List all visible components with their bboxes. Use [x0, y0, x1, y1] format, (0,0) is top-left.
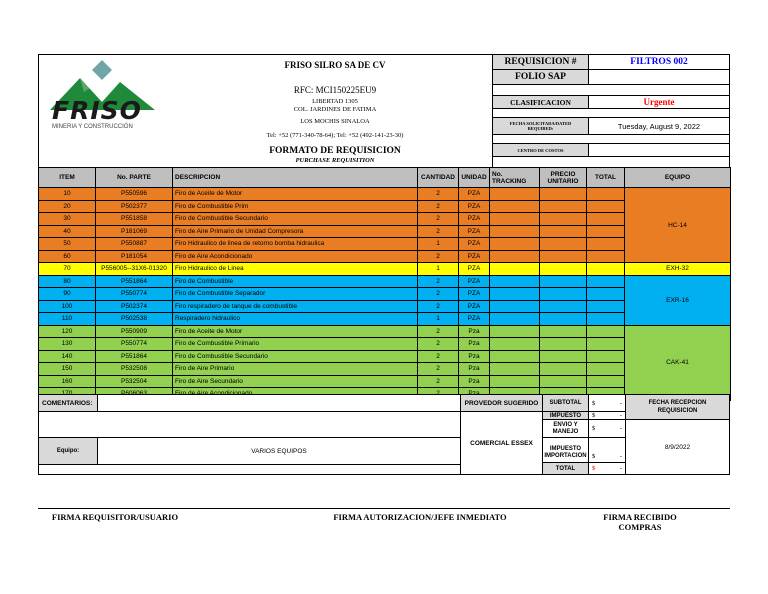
col-precio	[540, 168, 587, 188]
impuesto-importacion-label	[542, 437, 589, 463]
col-tracking-line1: No.	[492, 170, 503, 178]
impuesto-importacion-line1: IMPUESTO	[549, 446, 582, 452]
impuesto-importacion-amount: -	[619, 453, 622, 460]
cell-item: 40	[39, 225, 96, 238]
cell-descripcion: Firo de Combustible Secundario	[173, 350, 418, 363]
cell-descripcion: Firo de Aire Acondicionado	[173, 250, 418, 263]
cell-precio[interactable]	[540, 325, 587, 338]
cell-total[interactable]	[587, 213, 625, 226]
total-currency: $	[592, 465, 596, 472]
cell-parte: P502374	[96, 300, 173, 313]
cell-parte: P550774	[96, 338, 173, 351]
cell-total[interactable]	[587, 338, 625, 351]
cell-tracking[interactable]	[490, 188, 540, 201]
cell-tracking[interactable]	[490, 200, 540, 213]
cell-descripcion: Firo de Combustible Primario	[173, 338, 418, 351]
table-row	[39, 188, 731, 201]
centro-costos-label: CENTRO DE COSTOS	[492, 143, 589, 157]
cell-precio[interactable]	[540, 350, 587, 363]
table-row	[39, 325, 731, 338]
col-total: TOTAL	[587, 168, 625, 188]
cell-precio[interactable]	[540, 250, 587, 263]
cell-precio[interactable]	[540, 188, 587, 201]
cell-cantidad: 2	[418, 275, 459, 288]
cell-tracking[interactable]	[490, 250, 540, 263]
cell-unidad: PZA	[459, 313, 490, 326]
cell-unidad: PZA	[459, 275, 490, 288]
cell-precio[interactable]	[540, 375, 587, 388]
folio-label: FOLIO SAP	[492, 69, 589, 85]
cell-unidad: Pza	[459, 375, 490, 388]
cell-unidad: Pza	[459, 350, 490, 363]
cell-item: 150	[39, 363, 96, 376]
cell-descripcion: Firo de Aire Primario de Unidad Compresora	[173, 225, 418, 238]
cell-tracking[interactable]	[490, 263, 540, 276]
cell-cantidad: 2	[418, 188, 459, 201]
cell-cantidad: 2	[418, 250, 459, 263]
cell-precio[interactable]	[540, 313, 587, 326]
envio-label-line1: ENVIO Y	[553, 421, 578, 428]
cell-tracking[interactable]	[490, 350, 540, 363]
cell-descripcion: Firo Hidraulico de linea de retorno bomba hidraulica	[173, 238, 418, 251]
items-table	[38, 167, 731, 401]
cell-parte: P550774	[96, 288, 173, 301]
impuesto-importacion-currency: $	[592, 453, 596, 460]
cell-parte: P551858	[96, 213, 173, 226]
cell-unidad: Pza	[459, 363, 490, 376]
cell-descripcion: Firo de Combustible	[173, 275, 418, 288]
cell-cantidad: 1	[418, 263, 459, 276]
cell-item: 20	[39, 200, 96, 213]
cell-item: 50	[39, 238, 96, 251]
cell-cantidad: 2	[418, 288, 459, 301]
envio-label	[542, 419, 589, 438]
proveedor-label: PROVEDOR SUGERIDO	[460, 394, 543, 412]
proveedor-value[interactable]: COMERCIAL ESSEX	[460, 411, 543, 475]
impuesto-amount: -	[619, 412, 622, 419]
col-parte: No. PARTE	[96, 168, 173, 188]
cell-parte: P181069	[96, 225, 173, 238]
cell-equipo: HC-14	[625, 188, 731, 263]
table-header-row	[39, 168, 731, 188]
cell-parte: P532508	[96, 363, 173, 376]
comentarios-field[interactable]	[97, 394, 461, 412]
cell-item: 140	[39, 350, 96, 363]
col-unidad: UNIDAD	[459, 168, 490, 188]
cell-descripcion: Respiradero hidraulico	[173, 313, 418, 326]
cell-cantidad: 2	[418, 375, 459, 388]
cell-item: 130	[39, 338, 96, 351]
friso-logo	[50, 60, 155, 132]
company-address2: COL. JARDINES DE FATIMA	[293, 106, 377, 113]
cell-item: 70	[39, 263, 96, 276]
cell-precio[interactable]	[540, 238, 587, 251]
signature-line	[38, 508, 730, 509]
cell-unidad: PZA	[459, 300, 490, 313]
total-label: TOTAL	[542, 462, 589, 475]
comentarios-label: COMENTARIOS:	[38, 394, 98, 412]
cell-descripcion: Firo de Aire Primario	[173, 363, 418, 376]
cell-descripcion: Firo de Aceite de Motor	[173, 188, 418, 201]
cell-total[interactable]	[587, 263, 625, 276]
cell-total[interactable]	[587, 238, 625, 251]
impuesto-importacion-line2: IMPORTACION	[544, 453, 587, 459]
cell-equipo: EXH-32	[625, 263, 731, 276]
cell-unidad: PZA	[459, 188, 490, 201]
cell-unidad: PZA	[459, 238, 490, 251]
cell-precio[interactable]	[540, 213, 587, 226]
fecha-recepcion-line1: FECHA RECEPCION	[648, 400, 707, 406]
total-amount: -	[619, 465, 622, 472]
cell-precio[interactable]	[540, 338, 587, 351]
cell-total[interactable]	[587, 250, 625, 263]
total-value[interactable]	[588, 462, 626, 475]
cell-item: 90	[39, 288, 96, 301]
cell-total[interactable]	[587, 300, 625, 313]
logo-text: FRISO	[52, 96, 142, 125]
firma-recibido-line2: COMPRAS	[618, 522, 662, 532]
fecha-label-line2: REQUIRED:	[527, 126, 554, 131]
cell-total[interactable]	[587, 200, 625, 213]
cell-total[interactable]	[587, 225, 625, 238]
cell-unidad: PZA	[459, 288, 490, 301]
fecha-label-line1: FECHA SOLICITADA/DATED	[509, 121, 572, 126]
subtotal-label: SUBTOTAL	[542, 394, 589, 412]
firma-requisitor: FIRMA REQUISITOR/USUARIO	[51, 512, 179, 522]
envio-amount: -	[619, 425, 622, 432]
cell-descripcion: Firo de Aceite de Motor	[173, 325, 418, 338]
col-precio-line2: UNITARIO	[547, 177, 579, 185]
col-tracking-line2: TRACKING	[492, 177, 527, 185]
envio-currency: $	[592, 425, 596, 432]
cell-precio[interactable]	[540, 363, 587, 376]
envio-label-line2: MANEJO	[552, 428, 579, 435]
cell-parte: P550596	[96, 188, 173, 201]
cell-total[interactable]	[587, 375, 625, 388]
cell-cantidad: 1	[418, 313, 459, 326]
cell-tracking[interactable]	[490, 313, 540, 326]
cell-total[interactable]	[587, 188, 625, 201]
table-row	[39, 263, 731, 276]
equipo-label: Equipo:	[38, 437, 98, 465]
cell-precio[interactable]	[540, 225, 587, 238]
cell-tracking[interactable]	[490, 325, 540, 338]
firma-recibido-line1: FIRMA RECIBIDO	[603, 512, 677, 522]
cell-total[interactable]	[587, 313, 625, 326]
table-row	[39, 275, 731, 288]
col-item: ITEM	[39, 168, 96, 188]
cell-parte: P502377	[96, 200, 173, 213]
cell-descripcion: Firo de Combustible Separador	[173, 288, 418, 301]
cell-parte: P532504	[96, 375, 173, 388]
company-info	[240, 60, 430, 125]
col-cantidad: CANTIDAD	[418, 168, 459, 188]
cell-cantidad: 2	[418, 363, 459, 376]
cell-tracking[interactable]	[490, 375, 540, 388]
cell-total[interactable]	[587, 363, 625, 376]
cell-descripcion: Firo respiradero de tanque de combustible	[173, 300, 418, 313]
cell-cantidad: 2	[418, 350, 459, 363]
cell-parte: P551864	[96, 275, 173, 288]
cell-item: 160	[39, 375, 96, 388]
company-name: FRISO SILRO SA DE CV	[284, 60, 386, 70]
subtotal-amount: -	[619, 399, 622, 407]
subtotal-value[interactable]	[588, 394, 626, 412]
cell-parte: P181054	[96, 250, 173, 263]
cell-item: 80	[39, 275, 96, 288]
cell-unidad: Pza	[459, 325, 490, 338]
company-phones: Tel: +52 (771-340-78-64); Tel: +52 (492-141-23-30)	[266, 132, 404, 139]
cell-descripcion: Firo de Aire Secundario	[173, 375, 418, 388]
envio-value[interactable]	[588, 419, 626, 438]
clasificacion-value[interactable]: Urgente	[588, 95, 730, 109]
cell-tracking[interactable]	[490, 238, 540, 251]
cell-item: 10	[39, 188, 96, 201]
col-precio-line1: PRECIO	[550, 170, 576, 178]
requisicion-label: REQUISICION #	[492, 54, 589, 70]
cell-precio[interactable]	[540, 288, 587, 301]
company-address1: LIBERTAD 1305	[312, 98, 358, 105]
subtotal-currency: $	[592, 399, 596, 407]
cell-precio[interactable]	[540, 275, 587, 288]
cell-tracking[interactable]	[490, 275, 540, 288]
cell-parte: P550887	[96, 238, 173, 251]
cell-tracking[interactable]	[490, 213, 540, 226]
cell-equipo: CAK-41	[625, 325, 731, 400]
cell-total[interactable]	[587, 350, 625, 363]
cell-unidad: PZA	[459, 213, 490, 226]
cell-equipo: EXR-16	[625, 275, 731, 325]
impuesto-importacion-value[interactable]	[588, 437, 626, 463]
cell-parte: P550909	[96, 325, 173, 338]
fecha-recepcion-label	[625, 394, 730, 420]
cell-item: 120	[39, 325, 96, 338]
cell-descripcion: Firo de Combustible Secundario	[173, 213, 418, 226]
document-subtitle: PURCHASE REQUISITION	[295, 157, 375, 164]
col-tracking	[490, 168, 540, 188]
cell-item: 100	[39, 300, 96, 313]
cell-cantidad: 2	[418, 325, 459, 338]
logo-subtitle: MINERIA Y CONSTRUCCIÓN	[52, 124, 133, 130]
cell-tracking[interactable]	[490, 338, 540, 351]
col-descripcion: DESCRIPCION	[173, 168, 418, 188]
cell-tracking[interactable]	[490, 225, 540, 238]
fecha-recepcion-value[interactable]: 8/9/2022	[625, 419, 730, 475]
cell-cantidad: 2	[418, 213, 459, 226]
cell-item: 30	[39, 213, 96, 226]
cell-item: 60	[39, 250, 96, 263]
clasificacion-label: CLASIFICACION	[492, 95, 589, 109]
cell-parte: P556005--31X6-01320	[96, 263, 173, 276]
requisicion-value[interactable]: FILTROS 002	[588, 54, 730, 70]
cell-unidad: Pza	[459, 338, 490, 351]
cell-tracking[interactable]	[490, 363, 540, 376]
cell-tracking[interactable]	[490, 300, 540, 313]
cell-descripcion: Firo Hidraulico de Linea	[173, 263, 418, 276]
centro-costos-value[interactable]	[588, 143, 730, 157]
cell-descripcion: Firo de Combustible Prim	[173, 200, 418, 213]
cell-unidad: PZA	[459, 263, 490, 276]
fecha-label	[492, 117, 589, 135]
company-rfc: RFC: MCI150225EU9	[293, 85, 377, 95]
fecha-recepcion-line2: REQUISICION	[657, 408, 698, 414]
cell-unidad: PZA	[459, 250, 490, 263]
cell-cantidad: 2	[418, 200, 459, 213]
cell-cantidad: 2	[418, 338, 459, 351]
cell-precio[interactable]	[540, 300, 587, 313]
cell-cantidad: 1	[418, 238, 459, 251]
cell-unidad: PZA	[459, 200, 490, 213]
cell-cantidad: 2	[418, 225, 459, 238]
cell-precio[interactable]	[540, 263, 587, 276]
cell-tracking[interactable]	[490, 288, 540, 301]
cell-total[interactable]	[587, 275, 625, 288]
document-title: FORMATO DE REQUISICION	[269, 146, 401, 156]
cell-total[interactable]	[587, 288, 625, 301]
cell-cantidad: 2	[418, 300, 459, 313]
cell-total[interactable]	[587, 325, 625, 338]
impuesto-label: IMPUESTO	[542, 411, 589, 420]
col-equipo: EQUIPO	[625, 168, 731, 188]
cell-precio[interactable]	[540, 200, 587, 213]
cell-parte: P551864	[96, 350, 173, 363]
cell-item: 110	[39, 313, 96, 326]
fecha-value[interactable]: Tuesday, August 9, 2022	[588, 117, 730, 135]
comentarios-area[interactable]	[38, 411, 461, 438]
cell-unidad: PZA	[459, 225, 490, 238]
cell-parte: P502538	[96, 313, 173, 326]
company-city: LOS MOCHIS SINALOA	[300, 118, 370, 125]
impuesto-currency: $	[592, 412, 596, 419]
equipo-value[interactable]: VARIOS EQUIPOS	[97, 437, 461, 465]
firma-autorizacion: FIRMA AUTORIZACION/JEFE INMEDIATO	[333, 512, 507, 522]
firma-recibido	[590, 512, 690, 532]
folio-value[interactable]	[588, 69, 730, 85]
